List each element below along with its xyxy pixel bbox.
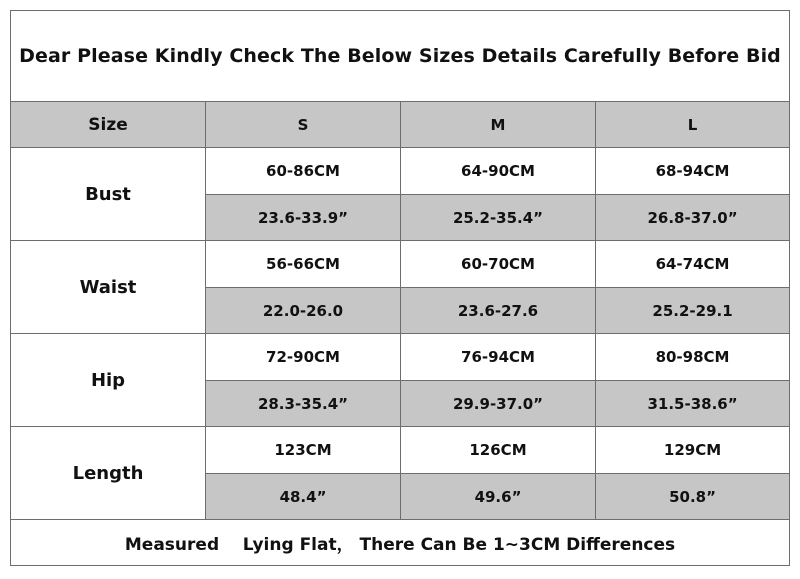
header-row	[11, 102, 790, 148]
waist-cm-s: 56-66CM	[206, 241, 401, 288]
hip-cm-m: 76-94CM	[401, 334, 596, 381]
title-row	[11, 11, 790, 102]
hip-inch-l: 31.5-38.6”	[596, 381, 790, 427]
chart-title: Dear Please Kindly Check The Below Sizes Details Carefully Before Bid	[11, 11, 790, 102]
size-header-s: S	[206, 102, 401, 148]
length-cm-m: 126CM	[401, 427, 596, 474]
size-column-header: Size	[11, 102, 206, 148]
hip-inch-s: 28.3-35.4”	[206, 381, 401, 427]
bust-label: Bust	[11, 148, 206, 241]
waist-cm-m: 60-70CM	[401, 241, 596, 288]
bust-cm-s: 60-86CM	[206, 148, 401, 195]
bust-cm-m: 64-90CM	[401, 148, 596, 195]
size-header-l: L	[596, 102, 790, 148]
length-inch-s: 48.4”	[206, 474, 401, 520]
bust-cm-row	[11, 148, 790, 195]
length-cm-l: 129CM	[596, 427, 790, 474]
hip-cm-l: 80-98CM	[596, 334, 790, 381]
bust-inch-s: 23.6-33.9”	[206, 195, 401, 241]
length-cm-row	[11, 427, 790, 474]
waist-inch-m: 23.6-27.6	[401, 288, 596, 334]
hip-cm-s: 72-90CM	[206, 334, 401, 381]
length-inch-m: 49.6”	[401, 474, 596, 520]
length-cm-s: 123CM	[206, 427, 401, 474]
waist-cm-l: 64-74CM	[596, 241, 790, 288]
waist-inch-s: 22.0-26.0	[206, 288, 401, 334]
bust-inch-l: 26.8-37.0”	[596, 195, 790, 241]
footer-row	[11, 520, 790, 566]
bust-inch-m: 25.2-35.4”	[401, 195, 596, 241]
size-chart-table	[10, 10, 790, 566]
waist-cm-row	[11, 241, 790, 288]
bust-cm-l: 68-94CM	[596, 148, 790, 195]
waist-inch-l: 25.2-29.1	[596, 288, 790, 334]
hip-inch-m: 29.9-37.0”	[401, 381, 596, 427]
hip-cm-row	[11, 334, 790, 381]
waist-label: Waist	[11, 241, 206, 334]
size-chart-sheet	[10, 10, 789, 570]
length-label: Length	[11, 427, 206, 520]
size-header-m: M	[401, 102, 596, 148]
footer-note: Measured Lying Flat， There Can Be 1~3CM Differences	[11, 520, 790, 566]
hip-label: Hip	[11, 334, 206, 427]
length-inch-l: 50.8”	[596, 474, 790, 520]
